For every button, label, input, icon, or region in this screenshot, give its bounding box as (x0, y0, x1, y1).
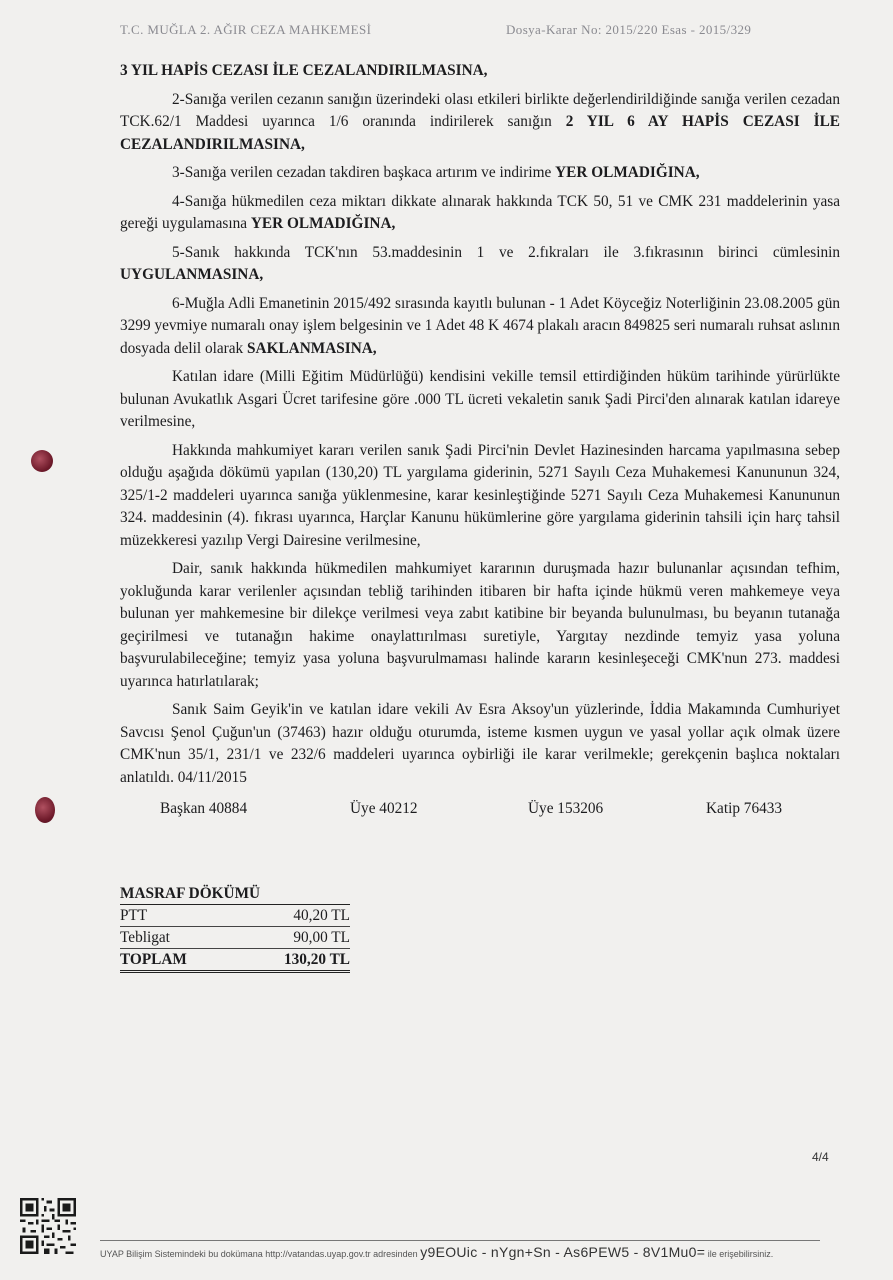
paragraph-6 (120, 293, 840, 361)
signature-baskan: Başkan 40884 (160, 800, 248, 817)
paragraph-2-bold: 2 YIL 6 AY HAPİS CEZASI İLE CEZALANDIRILMASINA, (120, 113, 841, 153)
paragraph-3-text: 3-Sanığa verilen cezadan takdiren başkaca artırım ve indirime (172, 164, 556, 181)
expense-amount: 90,00 TL (293, 929, 350, 946)
signature-row (0, 800, 893, 824)
expense-label: Tebligat (120, 929, 170, 946)
paragraph-3 (120, 162, 840, 185)
paragraph-4-bold: YER OLMADIĞINA, (250, 215, 396, 232)
paragraph-9: Dair, sanık hakkında hükmedilen mahkumiyet kararının duruşmada hazır bulunanlar açısından tefhim, yokluğunda karar verilenler açısından tebliğ tarihinden itibaren bir hafta içinde hükmü veren mahkemeye veya bulunan yer mahkemesine bir dilekçe verilmesi veya zabıt katibine bir beyanda bulunulması, bu beyanın tutanağa geçirilmesi ve tutanağın hakime onaylattırılması suretiyle, Yargıtay nezdinde temyiz yasa yoluna başvurulabileceğine; temyiz yasa yoluna başvurulmaması halinde kararın kesinleşeceği CMK'nun 273. maddesi uyarınca hatırlatılarak; (120, 560, 840, 690)
signature-katip: Katip 76433 (706, 800, 783, 817)
paragraph-10: Sanık Saim Geyik'in ve katılan idare vekili Av Esra Aksoy'un yüzlerinde, İddia Makamında Cumhuriyet Savcısı Şenol Çuğun'un (37463) hazır olduğu oturumda, isteme kısmen uygun ve yasal yollar açık olmak üzere CMK'nun 35/1, 231/1 ve 232/6 maddeleri uyarınca oybirliği ile karar verilmekle; gerekçenin başlıca noktaları anlatıldı. 04/11/2015 (120, 701, 840, 786)
expense-table (120, 885, 350, 973)
paragraph-8: Hakkında mahkumiyet kararı verilen sanık Şadi Pirci'nin Devlet Hazinesinden harcama yapılmasına sebep olduğu aşağıda dökümü yapılan (130,20) TL yargılama giderinin, 5271 Sayılı Ceza Muhakemesi Kanununun 324, 325/1-2 maddeleri uyarınca sanığa yüklenmesine, karar kesinleştiğinde 5271 Sayılı Ceza Muhakemesi Kanununun 324. maddesinin (4). fıkrası uyarınca, Harçlar Kanunu hükümlerine göre yargılama giderinin tahsili için harç tahsil müzekkeresi yazılıp Vergi Dairesine verilmesine, (120, 441, 840, 549)
court-name: T.C. MUĞLA 2. AĞIR CEZA MAHKEMESİ (120, 22, 372, 37)
signature-uye-2: Üye 153206 (528, 800, 604, 817)
paragraph-5-bold: UYGULANMASINA, (120, 266, 264, 283)
qr-code-icon (20, 1198, 76, 1254)
decision-text (120, 60, 840, 795)
paragraph-2 (120, 89, 840, 157)
paragraph-1 (120, 60, 840, 83)
page-header (0, 22, 893, 42)
paragraph-5-text: 5-Sanık hakkında TCK'nın 53.maddesinin 1 ve 2.fıkraları ile 3.fıkrasının birinci cümlesinin (172, 243, 840, 261)
paragraph-5 (120, 242, 840, 287)
expense-amount: 40,20 TL (293, 907, 350, 924)
paragraph-7: Katılan idare (Milli Eğitim Müdürlüğü) kendisini vekille temsil ettirdiğinden hüküm tarihinde yürürlükte bulunan Avukatlık Asgari Ücret tarifesine göre .000 TL ücreti vekaletin sanık Şadi Pirci'den alınarak katılan idareye verilmesine, (120, 368, 840, 430)
paragraph-2-text: 2-Sanığa verilen cezanın sanığın üzerindeki olası etkileri birlikte değerlendirildiğinde sanığa verilen cezadan TCK.62/1 Maddesi uyarınca 1/6 oranında indirilerek sanığın (120, 90, 840, 130)
footer-text-end: ile erişebilirsiniz. (707, 1249, 774, 1259)
page-number: 4/4 (812, 1150, 829, 1164)
table-row (120, 905, 350, 927)
file-number: Dosya-Karar No: 2015/220 Esas - 2015/329 (506, 22, 752, 37)
paragraph-4 (120, 191, 840, 236)
stamp-dot (31, 450, 53, 472)
total-amount: 130,20 TL (283, 951, 350, 968)
paragraph-3-bold: YER OLMADIĞINA, (555, 164, 700, 181)
total-label: TOPLAM (120, 951, 187, 968)
paragraph-1-bold: 3 YIL HAPİS CEZASI İLE CEZALANDIRILMASINA, (120, 62, 488, 79)
table-row (120, 927, 350, 949)
paragraph-4-text: 4-Sanığa hükmedilen ceza miktarı dikkate alınarak hakkında TCK 50, 51 ve CMK 231 maddelerinin yasa gereği uygulamasına (120, 192, 840, 232)
expense-title: MASRAF DÖKÜMÜ (120, 885, 350, 905)
verification-code: y9EOUic - nYgn+Sn - As6PEW5 - 8V1Mu0= (420, 1244, 706, 1260)
signature-uye-1: Üye 40212 (350, 800, 418, 817)
footer-text: UYAP Bilişim Sistemindeki bu dokümana http://vatandas.uyap.gov.tr adresinden (100, 1249, 418, 1259)
page-footer (100, 1240, 820, 1260)
expense-label: PTT (120, 907, 148, 924)
paragraph-6-text: 6-Muğla Adli Emanetinin 2015/492 sırasında kayıtlı bulunan - 1 Adet Köyceğiz Noterliğinin 23.08.2005 gün 3299 yevmiye numaralı onay işlem belgesinin ve 1 Adet 48 K 4674 plakalı aracın 849825 seri numaralı ruhsat aslının dosyada delil olarak (120, 294, 840, 357)
table-row-total (120, 949, 350, 973)
paragraph-6-bold: SAKLANMASINA, (247, 339, 377, 357)
